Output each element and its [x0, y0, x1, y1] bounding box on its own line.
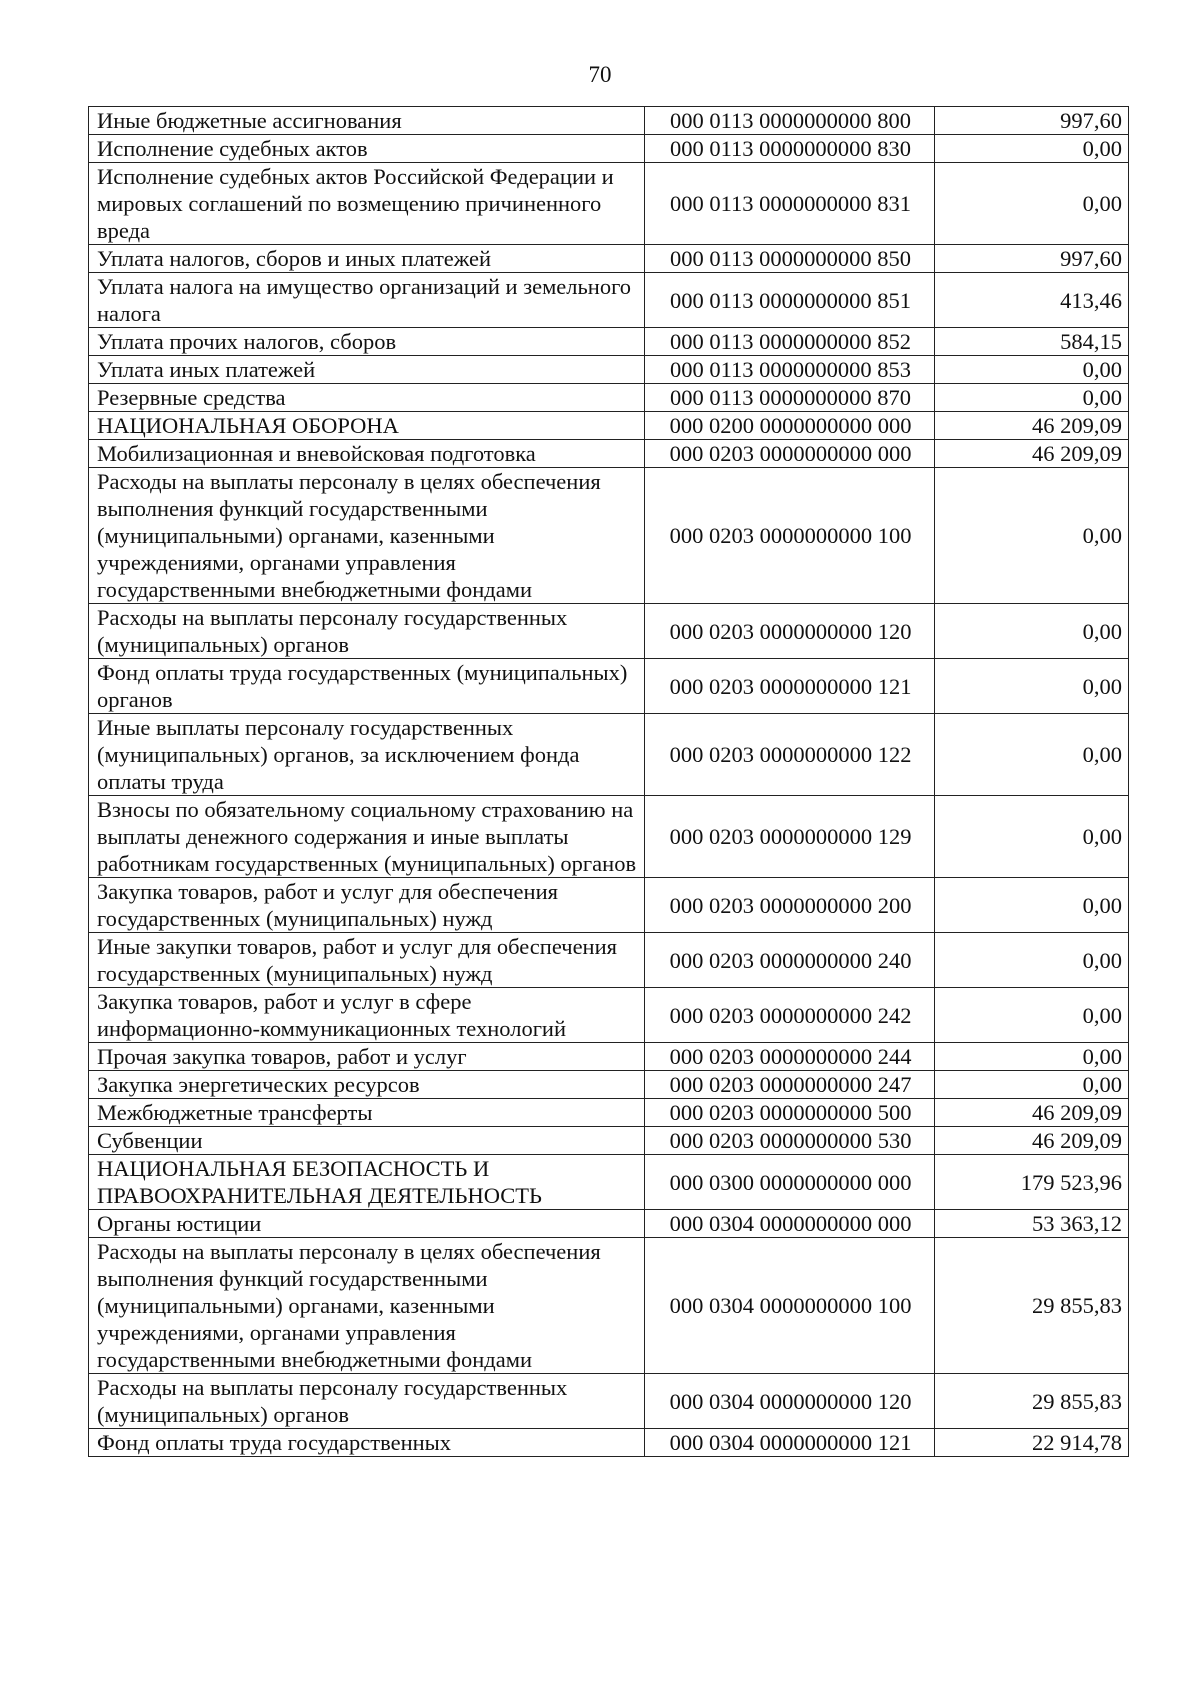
row-name-cell: Исполнение судебных актов Российской Федерации и мировых соглашений по возмещению причиненного вреда: [89, 163, 645, 245]
row-code-cell: 000 0203 0000000000 244: [645, 1043, 935, 1071]
row-name-cell: Прочая закупка товаров, работ и услуг: [89, 1043, 645, 1071]
table-row: [89, 412, 1129, 440]
row-amount-cell: 997,60: [935, 107, 1129, 135]
budget-table-body: [89, 107, 1129, 1457]
table-row: [89, 988, 1129, 1043]
row-code-cell: 000 0113 0000000000 852: [645, 328, 935, 356]
row-name-cell: Фонд оплаты труда государственных: [89, 1429, 645, 1457]
row-code-cell: 000 0113 0000000000 830: [645, 135, 935, 163]
page-number: 70: [588, 62, 612, 87]
table-row: [89, 468, 1129, 604]
row-amount-cell: 0,00: [935, 988, 1129, 1043]
table-row: [89, 604, 1129, 659]
row-code-cell: 000 0304 0000000000 121: [645, 1429, 935, 1457]
row-name-cell: Иные бюджетные ассигнования: [89, 107, 645, 135]
row-name-cell: Уплата налогов, сборов и иных платежей: [89, 245, 645, 273]
row-amount-cell: 22 914,78: [935, 1429, 1129, 1457]
table-row: [89, 1099, 1129, 1127]
row-amount-cell: 0,00: [935, 604, 1129, 659]
row-amount-cell: 584,15: [935, 328, 1129, 356]
row-code-cell: 000 0113 0000000000 851: [645, 273, 935, 328]
table-row: [89, 1071, 1129, 1099]
row-code-cell: 000 0113 0000000000 870: [645, 384, 935, 412]
row-amount-cell: 46 209,09: [935, 440, 1129, 468]
table-row: [89, 714, 1129, 796]
row-code-cell: 000 0304 0000000000 000: [645, 1210, 935, 1238]
row-code-cell: 000 0203 0000000000 000: [645, 440, 935, 468]
table-row: [89, 878, 1129, 933]
row-name-cell: Уплата налога на имущество организаций и земельного налога: [89, 273, 645, 328]
row-name-cell: Расходы на выплаты персоналу государственных (муниципальных) органов: [89, 604, 645, 659]
row-amount-cell: 0,00: [935, 1043, 1129, 1071]
table-row: [89, 796, 1129, 878]
row-name-cell: НАЦИОНАЛЬНАЯ ОБОРОНА: [89, 412, 645, 440]
row-amount-cell: 179 523,96: [935, 1155, 1129, 1210]
table-row: [89, 1155, 1129, 1210]
row-amount-cell: 46 209,09: [935, 412, 1129, 440]
row-code-cell: 000 0203 0000000000 240: [645, 933, 935, 988]
table-row: [89, 1127, 1129, 1155]
row-name-cell: Фонд оплаты труда государственных (муниципальных) органов: [89, 659, 645, 714]
row-amount-cell: 413,46: [935, 273, 1129, 328]
row-name-cell: Резервные средства: [89, 384, 645, 412]
row-code-cell: 000 0300 0000000000 000: [645, 1155, 935, 1210]
row-amount-cell: 0,00: [935, 384, 1129, 412]
row-amount-cell: 0,00: [935, 933, 1129, 988]
row-name-cell: Расходы на выплаты персоналу в целях обеспечения выполнения функций государственными (муниципальными) органами, казенными учреждениями, органами управления государственными внебюджетными фондами: [89, 1238, 645, 1374]
row-name-cell: Мобилизационная и вневойсковая подготовка: [89, 440, 645, 468]
row-code-cell: 000 0113 0000000000 850: [645, 245, 935, 273]
row-code-cell: 000 0203 0000000000 121: [645, 659, 935, 714]
row-name-cell: Уплата прочих налогов, сборов: [89, 328, 645, 356]
row-amount-cell: 0,00: [935, 714, 1129, 796]
row-code-cell: 000 0304 0000000000 120: [645, 1374, 935, 1429]
row-amount-cell: 0,00: [935, 659, 1129, 714]
row-code-cell: 000 0113 0000000000 853: [645, 356, 935, 384]
table-row: [89, 440, 1129, 468]
row-name-cell: Иные закупки товаров, работ и услуг для обеспечения государственных (муниципальных) нужд: [89, 933, 645, 988]
row-name-cell: Органы юстиции: [89, 1210, 645, 1238]
row-code-cell: 000 0304 0000000000 100: [645, 1238, 935, 1374]
row-code-cell: 000 0203 0000000000 120: [645, 604, 935, 659]
row-amount-cell: 29 855,83: [935, 1374, 1129, 1429]
table-row: [89, 1210, 1129, 1238]
row-name-cell: Уплата иных платежей: [89, 356, 645, 384]
row-name-cell: Субвенции: [89, 1127, 645, 1155]
row-amount-cell: 0,00: [935, 1071, 1129, 1099]
table-row: [89, 245, 1129, 273]
row-code-cell: 000 0113 0000000000 800: [645, 107, 935, 135]
table-row: [89, 933, 1129, 988]
row-code-cell: 000 0203 0000000000 122: [645, 714, 935, 796]
table-row: [89, 1043, 1129, 1071]
row-name-cell: Иные выплаты персоналу государственных (муниципальных) органов, за исключением фонда оплаты труда: [89, 714, 645, 796]
row-amount-cell: 0,00: [935, 468, 1129, 604]
row-code-cell: 000 0203 0000000000 247: [645, 1071, 935, 1099]
row-amount-cell: 0,00: [935, 135, 1129, 163]
row-code-cell: 000 0113 0000000000 831: [645, 163, 935, 245]
table-row: [89, 135, 1129, 163]
row-amount-cell: 0,00: [935, 796, 1129, 878]
row-amount-cell: 53 363,12: [935, 1210, 1129, 1238]
row-name-cell: Межбюджетные трансферты: [89, 1099, 645, 1127]
row-name-cell: Закупка товаров, работ и услуг для обеспечения государственных (муниципальных) нужд: [89, 878, 645, 933]
row-code-cell: 000 0203 0000000000 129: [645, 796, 935, 878]
row-code-cell: 000 0203 0000000000 100: [645, 468, 935, 604]
row-code-cell: 000 0203 0000000000 200: [645, 878, 935, 933]
row-amount-cell: 46 209,09: [935, 1127, 1129, 1155]
table-row: [89, 163, 1129, 245]
row-amount-cell: 46 209,09: [935, 1099, 1129, 1127]
table-row: [89, 328, 1129, 356]
budget-table: [88, 106, 1129, 1457]
row-code-cell: 000 0203 0000000000 530: [645, 1127, 935, 1155]
row-name-cell: Закупка энергетических ресурсов: [89, 1071, 645, 1099]
table-row: [89, 659, 1129, 714]
table-row: [89, 1429, 1129, 1457]
table-row: [89, 356, 1129, 384]
row-amount-cell: 0,00: [935, 878, 1129, 933]
table-row: [89, 107, 1129, 135]
row-name-cell: Закупка товаров, работ и услуг в сфере информационно-коммуникационных технологий: [89, 988, 645, 1043]
table-row: [89, 384, 1129, 412]
row-amount-cell: 0,00: [935, 356, 1129, 384]
row-name-cell: Расходы на выплаты персоналу в целях обеспечения выполнения функций государственными (муниципальными) органами, казенными учреждениями, органами управления государственными внебюджетными фондами: [89, 468, 645, 604]
row-code-cell: 000 0203 0000000000 242: [645, 988, 935, 1043]
table-row: [89, 273, 1129, 328]
row-code-cell: 000 0203 0000000000 500: [645, 1099, 935, 1127]
row-code-cell: 000 0200 0000000000 000: [645, 412, 935, 440]
row-amount-cell: 29 855,83: [935, 1238, 1129, 1374]
row-amount-cell: 997,60: [935, 245, 1129, 273]
row-name-cell: Взносы по обязательному социальному страхованию на выплаты денежного содержания и иные выплаты работникам государственных (муниципальных) органов: [89, 796, 645, 878]
row-amount-cell: 0,00: [935, 163, 1129, 245]
row-name-cell: Исполнение судебных актов: [89, 135, 645, 163]
table-row: [89, 1374, 1129, 1429]
row-name-cell: Расходы на выплаты персоналу государственных (муниципальных) органов: [89, 1374, 645, 1429]
table-row: [89, 1238, 1129, 1374]
row-name-cell: НАЦИОНАЛЬНАЯ БЕЗОПАСНОСТЬ И ПРАВООХРАНИТЕЛЬНАЯ ДЕЯТЕЛЬНОСТЬ: [89, 1155, 645, 1210]
